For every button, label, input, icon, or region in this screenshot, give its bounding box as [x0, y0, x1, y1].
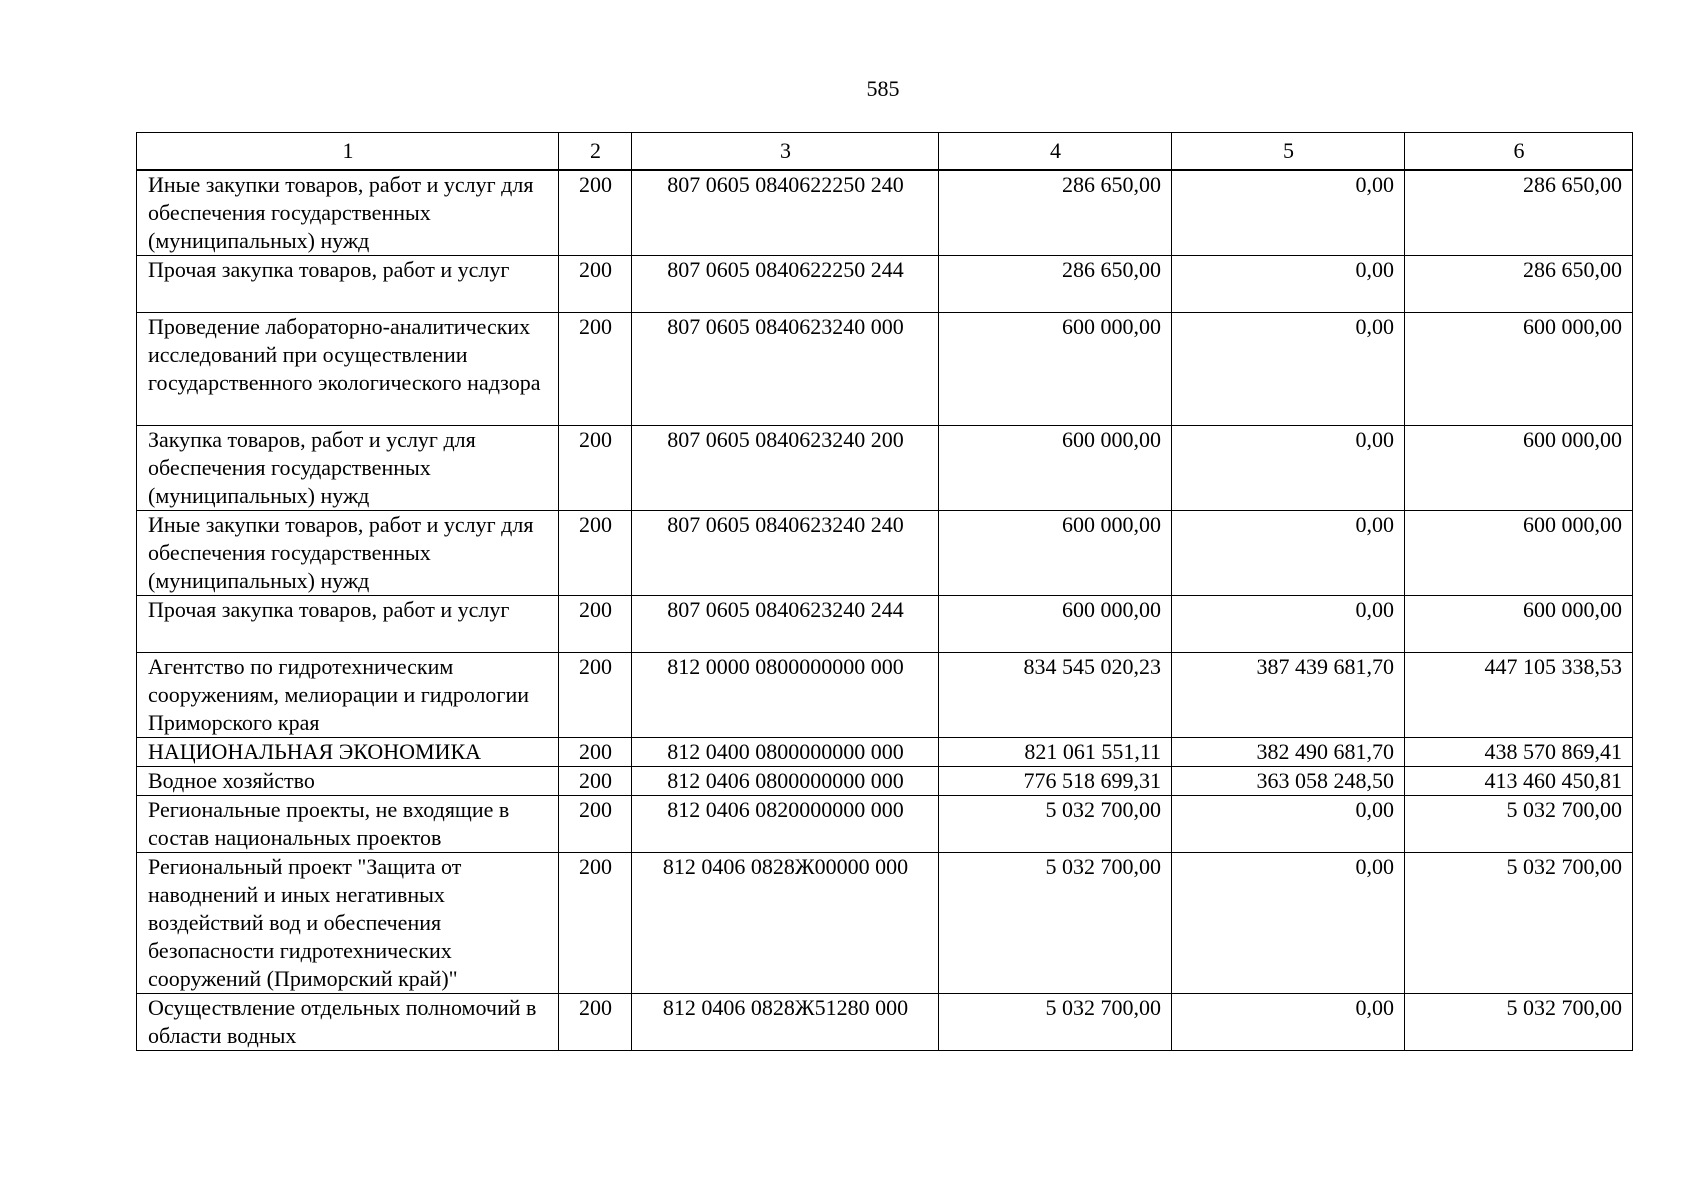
row-col5: 0,00: [1172, 426, 1405, 511]
row-code: 807 0605 0840623240 244: [632, 596, 939, 653]
row-col2: 200: [559, 738, 632, 767]
table-row: [137, 853, 1633, 994]
row-col6: 5 032 700,00: [1405, 853, 1633, 994]
row-code: 807 0605 0840622250 244: [632, 256, 939, 313]
row-name: Осуществление отдельных полномочий в области водных: [137, 994, 559, 1051]
table-row: [137, 511, 1633, 596]
table-row: [137, 653, 1633, 738]
row-col4: 286 650,00: [939, 256, 1172, 313]
row-col5: 0,00: [1172, 313, 1405, 426]
row-col2: 200: [559, 256, 632, 313]
table-row: [137, 738, 1633, 767]
row-name: Региональный проект "Защита от наводнений и иных негативных воздействий вод и обеспечения безопасности гидротехнических сооружений (Приморский край)": [137, 853, 559, 994]
row-col2: 200: [559, 853, 632, 994]
row-col4: 600 000,00: [939, 511, 1172, 596]
table-row: [137, 596, 1633, 653]
row-col4: 5 032 700,00: [939, 994, 1172, 1051]
row-col4: 600 000,00: [939, 426, 1172, 511]
row-col5: 382 490 681,70: [1172, 738, 1405, 767]
row-code: 812 0400 0800000000 000: [632, 738, 939, 767]
row-col5: 363 058 248,50: [1172, 767, 1405, 796]
row-col5: 387 439 681,70: [1172, 653, 1405, 738]
table-row: [137, 313, 1633, 426]
row-col6: 447 105 338,53: [1405, 653, 1633, 738]
row-col6: 286 650,00: [1405, 170, 1633, 256]
header-row: [137, 133, 1633, 171]
row-col2: 200: [559, 511, 632, 596]
row-col2: 200: [559, 426, 632, 511]
row-col6: 600 000,00: [1405, 313, 1633, 426]
row-name: Агентство по гидротехническим сооружениям, мелиорации и гидрологии Приморского края: [137, 653, 559, 738]
row-name: Региональные проекты, не входящие в состав национальных проектов: [137, 796, 559, 853]
table-row: [137, 796, 1633, 853]
row-col2: 200: [559, 653, 632, 738]
row-name: Прочая закупка товаров, работ и услуг: [137, 256, 559, 313]
row-col4: 776 518 699,31: [939, 767, 1172, 796]
row-name: Иные закупки товаров, работ и услуг для обеспечения государственных (муниципальных) нужд: [137, 511, 559, 596]
column-header: 2: [559, 133, 632, 171]
row-name: Проведение лабораторно-аналитических исследований при осуществлении государственного экологического надзора: [137, 313, 559, 426]
row-col5: 0,00: [1172, 853, 1405, 994]
row-col5: 0,00: [1172, 170, 1405, 256]
row-name: Водное хозяйство: [137, 767, 559, 796]
row-col5: 0,00: [1172, 511, 1405, 596]
row-col2: 200: [559, 767, 632, 796]
table-row: [137, 170, 1633, 256]
budget-table: [136, 132, 1633, 1051]
page-number: 585: [866, 76, 900, 101]
row-col2: 200: [559, 796, 632, 853]
column-header: 6: [1405, 133, 1633, 171]
row-col2: 200: [559, 994, 632, 1051]
column-header: 4: [939, 133, 1172, 171]
row-col5: 0,00: [1172, 596, 1405, 653]
row-name: НАЦИОНАЛЬНАЯ ЭКОНОМИКА: [137, 738, 559, 767]
row-col4: 834 545 020,23: [939, 653, 1172, 738]
column-header: 1: [137, 133, 559, 171]
row-col4: 600 000,00: [939, 313, 1172, 426]
row-name: Прочая закупка товаров, работ и услуг: [137, 596, 559, 653]
row-col2: 200: [559, 596, 632, 653]
row-col6: 600 000,00: [1405, 511, 1633, 596]
row-code: 812 0406 0800000000 000: [632, 767, 939, 796]
row-code: 812 0406 0828Ж00000 000: [632, 853, 939, 994]
row-col6: 286 650,00: [1405, 256, 1633, 313]
row-name: Закупка товаров, работ и услуг для обеспечения государственных (муниципальных) нужд: [137, 426, 559, 511]
table-row: [137, 256, 1633, 313]
column-header: 3: [632, 133, 939, 171]
row-col2: 200: [559, 313, 632, 426]
row-code: 807 0605 0840622250 240: [632, 170, 939, 256]
row-col5: 0,00: [1172, 256, 1405, 313]
row-code: 812 0406 0828Ж51280 000: [632, 994, 939, 1051]
row-col6: 5 032 700,00: [1405, 796, 1633, 853]
row-code: 807 0605 0840623240 000: [632, 313, 939, 426]
table-row: [137, 426, 1633, 511]
row-code: 807 0605 0840623240 200: [632, 426, 939, 511]
table-row: [137, 767, 1633, 796]
row-col5: 0,00: [1172, 994, 1405, 1051]
row-col4: 286 650,00: [939, 170, 1172, 256]
row-col6: 600 000,00: [1405, 426, 1633, 511]
row-col6: 5 032 700,00: [1405, 994, 1633, 1051]
row-col4: 5 032 700,00: [939, 796, 1172, 853]
row-code: 807 0605 0840623240 240: [632, 511, 939, 596]
row-col5: 0,00: [1172, 796, 1405, 853]
row-col4: 600 000,00: [939, 596, 1172, 653]
row-name: Иные закупки товаров, работ и услуг для обеспечения государственных (муниципальных) нужд: [137, 170, 559, 256]
row-col4: 821 061 551,11: [939, 738, 1172, 767]
column-header: 5: [1172, 133, 1405, 171]
row-col2: 200: [559, 170, 632, 256]
row-col6: 600 000,00: [1405, 596, 1633, 653]
row-code: 812 0000 0800000000 000: [632, 653, 939, 738]
row-col6: 438 570 869,41: [1405, 738, 1633, 767]
row-code: 812 0406 0820000000 000: [632, 796, 939, 853]
row-col4: 5 032 700,00: [939, 853, 1172, 994]
row-col6: 413 460 450,81: [1405, 767, 1633, 796]
table-row: [137, 994, 1633, 1051]
